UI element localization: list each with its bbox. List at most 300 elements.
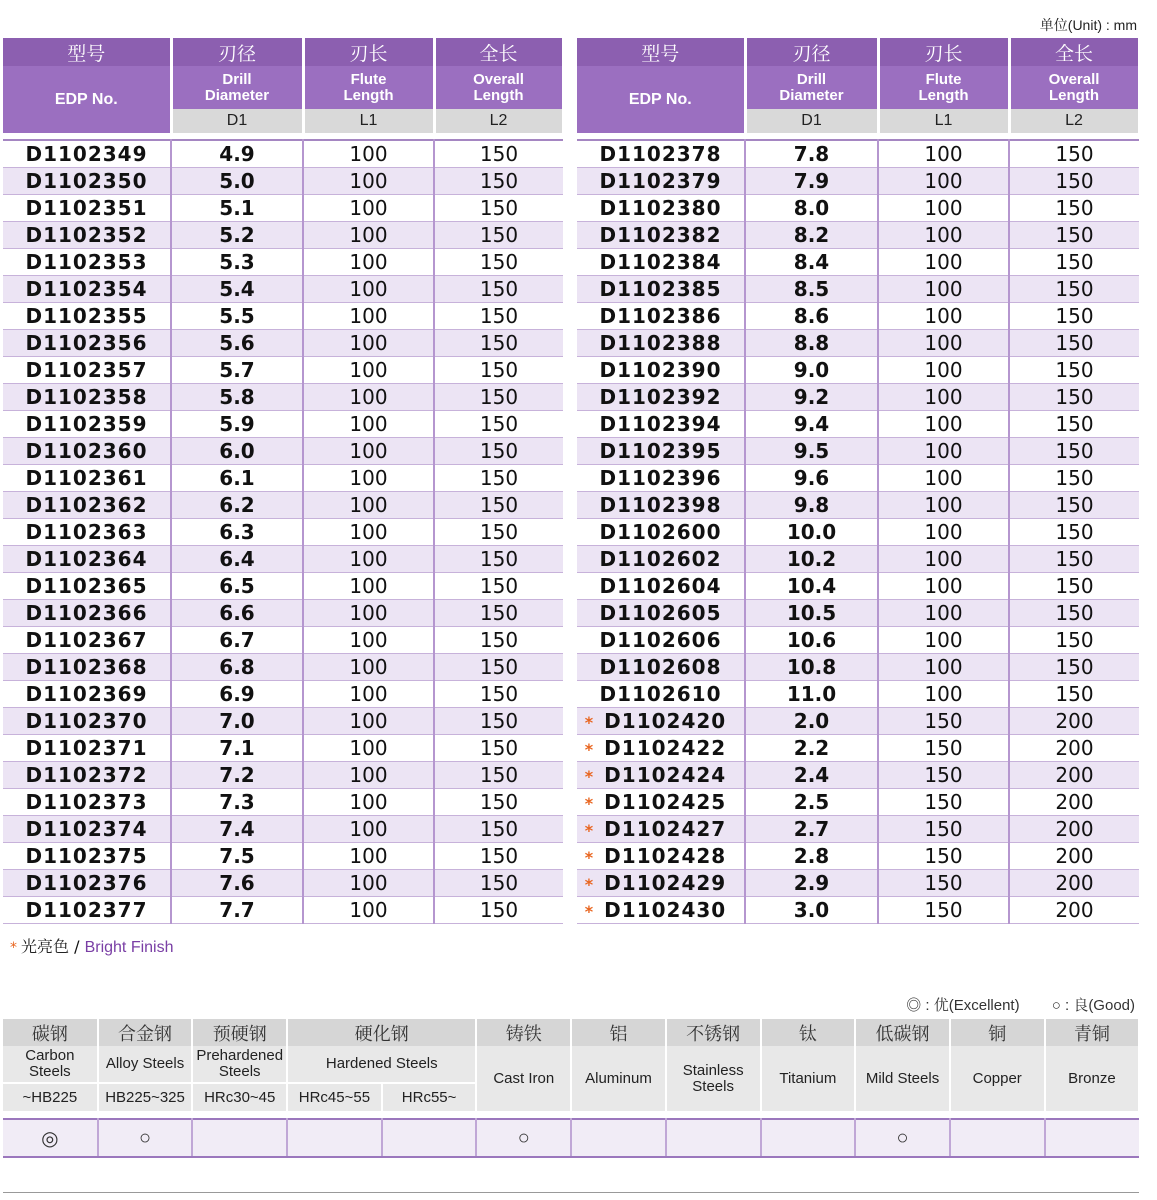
flute-length-cell: 100	[303, 356, 434, 383]
flute-length-cell: 100	[878, 599, 1009, 626]
flute-length-cell: 150	[878, 815, 1009, 842]
edp-cell	[577, 383, 745, 410]
overall-length-cell: 150	[1009, 572, 1139, 599]
table-row	[577, 815, 1139, 842]
hardness-value: HRc30~45	[192, 1083, 287, 1111]
header-edp-en: EDP No.	[3, 66, 171, 133]
edp-cell	[577, 653, 745, 680]
flute-length-cell: 100	[303, 167, 434, 194]
material-cn: 钛	[761, 1019, 856, 1046]
flute-length-cell: 100	[878, 194, 1009, 221]
overall-length-cell: 150	[1009, 383, 1139, 410]
edp-number: D1102420	[604, 708, 727, 733]
diameter-cell: 3.0	[745, 896, 878, 923]
edp-number: D1102380	[599, 195, 722, 220]
rating-cell	[1045, 1119, 1140, 1157]
overall-length-cell: 150	[1009, 653, 1139, 680]
flute-length-cell: 100	[303, 302, 434, 329]
overall-length-cell: 150	[434, 437, 563, 464]
table-row	[3, 383, 563, 410]
overall-length-cell: 150	[434, 896, 563, 923]
overall-length-cell: 150	[434, 869, 563, 896]
overall-length-cell: 150	[1009, 140, 1139, 167]
rating-excellent: ◎ : 优(Excellent)	[906, 997, 1020, 1014]
table-row	[577, 518, 1139, 545]
edp-number: D1102430	[604, 897, 727, 922]
table-row	[3, 302, 563, 329]
diameter-cell: 2.4	[745, 761, 878, 788]
overall-length-cell: 150	[1009, 329, 1139, 356]
edp-cell: D1102358	[3, 383, 171, 410]
diameter-cell: 2.8	[745, 842, 878, 869]
overall-length-cell: 150	[434, 788, 563, 815]
overall-length-cell: 150	[1009, 248, 1139, 275]
overall-length-cell: 150	[1009, 599, 1139, 626]
flute-length-cell: 100	[878, 356, 1009, 383]
legend-separator: /	[69, 937, 85, 956]
header-flute-en: Flute Length	[303, 66, 434, 109]
table-row	[577, 437, 1139, 464]
flute-length-cell: 100	[303, 437, 434, 464]
rating-good: ○ : 良(Good)	[1051, 997, 1135, 1014]
table-row	[3, 437, 563, 464]
rating-cell	[192, 1119, 287, 1157]
flute-length-cell: 100	[878, 329, 1009, 356]
overall-length-cell: 150	[434, 599, 563, 626]
header-flute-symbol: L1	[303, 109, 434, 133]
flute-length-cell: 100	[303, 896, 434, 923]
table-row	[577, 275, 1139, 302]
asterisk-icon: *	[584, 847, 595, 867]
edp-cell: D1102369	[3, 680, 171, 707]
edp-cell: D1102362	[3, 491, 171, 518]
edp-cell	[577, 707, 745, 734]
overall-length-cell: 150	[434, 734, 563, 761]
edp-cell	[577, 761, 745, 788]
edp-cell: D1102350	[3, 167, 171, 194]
table-row	[3, 545, 563, 572]
table-row	[577, 734, 1139, 761]
diameter-cell: 9.5	[745, 437, 878, 464]
table-row	[3, 653, 563, 680]
edp-cell: D1102373	[3, 788, 171, 815]
overall-length-cell: 150	[1009, 275, 1139, 302]
flute-length-cell: 100	[303, 707, 434, 734]
flute-length-cell: 100	[878, 680, 1009, 707]
diameter-cell: 9.2	[745, 383, 878, 410]
diameter-cell: 6.4	[171, 545, 303, 572]
edp-cell	[577, 626, 745, 653]
edp-cell	[577, 329, 745, 356]
finish-legend	[10, 934, 174, 957]
diameter-cell: 6.2	[171, 491, 303, 518]
table-row	[3, 518, 563, 545]
table-row	[577, 383, 1139, 410]
edp-cell: D1102356	[3, 329, 171, 356]
flute-length-cell: 100	[303, 734, 434, 761]
diameter-cell: 9.0	[745, 356, 878, 383]
edp-cell: D1102371	[3, 734, 171, 761]
diameter-cell: 7.7	[171, 896, 303, 923]
edp-cell	[577, 410, 745, 437]
overall-length-cell: 150	[1009, 545, 1139, 572]
hardness-value: ~HB225	[3, 1083, 98, 1111]
material-en: Alloy Steels	[98, 1046, 193, 1083]
flute-length-cell: 150	[878, 869, 1009, 896]
asterisk-icon: *	[584, 820, 595, 840]
diameter-cell: 8.0	[745, 194, 878, 221]
edp-number: D1102379	[599, 168, 722, 193]
edp-cell	[577, 464, 745, 491]
table-row	[577, 545, 1139, 572]
table-row	[3, 734, 563, 761]
diameter-cell: 10.2	[745, 545, 878, 572]
overall-length-cell: 150	[1009, 194, 1139, 221]
legend-cn: 光亮色	[21, 937, 70, 956]
edp-number: D1102427	[604, 816, 727, 841]
overall-length-cell: 200	[1009, 896, 1139, 923]
flute-length-cell: 100	[303, 518, 434, 545]
material-cn: 铝	[571, 1019, 666, 1046]
diameter-cell: 2.7	[745, 815, 878, 842]
flute-length-cell: 100	[303, 194, 434, 221]
material-en: Bronze	[1045, 1046, 1140, 1111]
asterisk-icon: *	[584, 712, 595, 732]
material-cn: 青铜	[1045, 1019, 1140, 1046]
flute-length-cell: 100	[303, 842, 434, 869]
flute-length-cell: 150	[878, 896, 1009, 923]
table-row	[3, 275, 563, 302]
overall-length-cell: 150	[434, 761, 563, 788]
diameter-cell: 6.5	[171, 572, 303, 599]
unit-note: 单位(Unit) : mm	[1039, 17, 1137, 33]
edp-number: D1102398	[599, 492, 722, 517]
material-cn: 不锈钢	[666, 1019, 761, 1046]
edp-number: D1102429	[604, 870, 727, 895]
overall-length-cell: 150	[434, 518, 563, 545]
rating-cell	[382, 1119, 477, 1157]
overall-length-cell: 200	[1009, 734, 1139, 761]
flute-length-cell: 150	[878, 707, 1009, 734]
table-row	[3, 194, 563, 221]
material-cn: 预硬钢	[192, 1019, 287, 1046]
overall-length-cell: 150	[434, 329, 563, 356]
header-diameter-symbol: D1	[171, 109, 303, 133]
overall-length-cell: 150	[434, 491, 563, 518]
header-overall-symbol: L2	[434, 109, 563, 133]
flute-length-cell: 100	[878, 410, 1009, 437]
flute-length-cell: 100	[303, 140, 434, 167]
flute-length-cell: 100	[878, 626, 1009, 653]
overall-length-cell: 150	[434, 383, 563, 410]
diameter-cell: 10.6	[745, 626, 878, 653]
flute-length-cell: 100	[878, 518, 1009, 545]
material-cn: 铜	[950, 1019, 1045, 1046]
table-row	[3, 491, 563, 518]
edp-number: D1102390	[599, 357, 722, 382]
rating-cell	[287, 1119, 382, 1157]
left-spec-table	[3, 38, 565, 924]
overall-length-cell: 200	[1009, 788, 1139, 815]
overall-length-cell: 150	[434, 815, 563, 842]
table-row	[3, 356, 563, 383]
edp-cell: D1102364	[3, 545, 171, 572]
table-row	[577, 680, 1139, 707]
diameter-cell: 11.0	[745, 680, 878, 707]
edp-number: D1102608	[599, 654, 722, 679]
rating-legend	[878, 994, 1135, 1015]
diameter-cell: 5.7	[171, 356, 303, 383]
overall-length-cell: 150	[434, 302, 563, 329]
rating-cell	[571, 1119, 666, 1157]
table-row	[3, 140, 563, 167]
hardness-value: HB225~325	[98, 1083, 193, 1111]
flute-length-cell: 100	[878, 383, 1009, 410]
material-en: Stainless Steels	[666, 1046, 761, 1111]
material-en: Aluminum	[571, 1046, 666, 1111]
table-row	[577, 167, 1139, 194]
edp-number: D1102424	[604, 762, 727, 787]
hardness-value: HRc45~55	[287, 1083, 382, 1111]
flute-length-cell: 100	[878, 302, 1009, 329]
material-en: Hardened Steels	[287, 1046, 476, 1083]
edp-number: D1102396	[599, 465, 722, 490]
rating-cell	[666, 1119, 761, 1157]
edp-cell	[577, 248, 745, 275]
edp-cell	[577, 545, 745, 572]
overall-length-cell: 150	[434, 410, 563, 437]
edp-cell	[577, 869, 745, 896]
overall-length-cell: 150	[434, 572, 563, 599]
table-row	[3, 329, 563, 356]
table-row	[3, 410, 563, 437]
overall-length-cell: 150	[434, 464, 563, 491]
table-row	[577, 788, 1139, 815]
edp-cell	[577, 815, 745, 842]
flute-length-cell: 150	[878, 788, 1009, 815]
edp-cell	[577, 734, 745, 761]
overall-length-cell: 200	[1009, 761, 1139, 788]
flute-length-cell: 100	[878, 545, 1009, 572]
overall-length-cell: 150	[434, 707, 563, 734]
diameter-cell: 9.4	[745, 410, 878, 437]
edp-cell: D1102361	[3, 464, 171, 491]
right-spec-table	[577, 38, 1141, 924]
overall-length-cell: 200	[1009, 842, 1139, 869]
edp-cell: D1102349	[3, 140, 171, 167]
edp-cell	[577, 680, 745, 707]
diameter-cell: 9.8	[745, 491, 878, 518]
edp-cell: D1102359	[3, 410, 171, 437]
flute-length-cell: 150	[878, 761, 1009, 788]
overall-length-cell: 150	[1009, 167, 1139, 194]
diameter-cell: 5.9	[171, 410, 303, 437]
flute-length-cell: 100	[303, 599, 434, 626]
overall-length-cell: 150	[434, 356, 563, 383]
rating-cell: ○	[476, 1119, 571, 1157]
flute-length-cell: 100	[303, 653, 434, 680]
diameter-cell: 5.0	[171, 167, 303, 194]
flute-length-cell: 100	[878, 275, 1009, 302]
diameter-cell: 8.2	[745, 221, 878, 248]
material-cn: 碳钢	[3, 1019, 98, 1046]
diameter-cell: 7.6	[171, 869, 303, 896]
edp-cell: D1102352	[3, 221, 171, 248]
overall-length-cell: 200	[1009, 707, 1139, 734]
header-flute-cn: 刃长	[878, 38, 1009, 66]
edp-cell: D1102360	[3, 437, 171, 464]
overall-length-cell: 150	[434, 275, 563, 302]
table-row	[577, 302, 1139, 329]
overall-length-cell: 150	[1009, 302, 1139, 329]
edp-cell	[577, 518, 745, 545]
flute-length-cell: 100	[303, 383, 434, 410]
overall-length-cell: 150	[1009, 518, 1139, 545]
header-flute-en: Flute Length	[878, 66, 1009, 109]
flute-length-cell: 150	[878, 734, 1009, 761]
table-row	[577, 140, 1139, 167]
header-edp-cn: 型号	[577, 38, 745, 66]
flute-length-cell: 100	[878, 437, 1009, 464]
material-cn: 合金钢	[98, 1019, 193, 1046]
table-row	[577, 626, 1139, 653]
overall-length-cell: 150	[434, 221, 563, 248]
table-row	[3, 788, 563, 815]
material-cn: 铸铁	[476, 1019, 571, 1046]
edp-number: D1102604	[599, 573, 722, 598]
edp-number: D1102606	[599, 627, 722, 652]
diameter-cell: 6.0	[171, 437, 303, 464]
table-row	[3, 680, 563, 707]
edp-number: D1102386	[599, 303, 722, 328]
table-row	[3, 572, 563, 599]
flute-length-cell: 100	[303, 491, 434, 518]
table-row	[3, 896, 563, 923]
overall-length-cell: 150	[434, 167, 563, 194]
table-row	[3, 626, 563, 653]
table-row	[577, 464, 1139, 491]
edp-cell: D1102372	[3, 761, 171, 788]
flute-length-cell: 100	[303, 788, 434, 815]
header-overall-cn: 全长	[434, 38, 563, 66]
flute-length-cell: 100	[303, 869, 434, 896]
table-row	[3, 761, 563, 788]
flute-length-cell: 100	[878, 140, 1009, 167]
asterisk-icon: *	[584, 874, 595, 894]
edp-cell: D1102354	[3, 275, 171, 302]
header-edp-en: EDP No.	[577, 66, 745, 133]
table-row	[3, 842, 563, 869]
edp-cell	[577, 437, 745, 464]
flute-length-cell: 100	[878, 167, 1009, 194]
table-row	[577, 248, 1139, 275]
material-cn: 低碳钢	[855, 1019, 950, 1046]
diameter-cell: 7.9	[745, 167, 878, 194]
flute-length-cell: 100	[303, 626, 434, 653]
table-row	[577, 761, 1139, 788]
flute-length-cell: 100	[303, 680, 434, 707]
edp-cell	[577, 896, 745, 923]
edp-number: D1102395	[599, 438, 722, 463]
edp-cell	[577, 599, 745, 626]
edp-cell	[577, 572, 745, 599]
edp-cell: D1102357	[3, 356, 171, 383]
table-row	[577, 896, 1139, 923]
edp-cell	[577, 221, 745, 248]
table-row	[3, 869, 563, 896]
hardness-value: HRc55~	[382, 1083, 477, 1111]
header-overall-symbol: L2	[1009, 109, 1139, 133]
diameter-cell: 6.1	[171, 464, 303, 491]
diameter-cell: 10.4	[745, 572, 878, 599]
edp-number: D1102388	[599, 330, 722, 355]
edp-number: D1102425	[604, 789, 727, 814]
material-en: Titanium	[761, 1046, 856, 1111]
diameter-cell: 5.3	[171, 248, 303, 275]
edp-number: D1102392	[599, 384, 722, 409]
table-row	[3, 221, 563, 248]
diameter-cell: 7.1	[171, 734, 303, 761]
edp-number: D1102605	[599, 600, 722, 625]
header-diameter-cn: 刃径	[171, 38, 303, 66]
edp-cell: D1102353	[3, 248, 171, 275]
edp-number: D1102382	[599, 222, 722, 247]
diameter-cell: 6.8	[171, 653, 303, 680]
material-table	[3, 1019, 1140, 1158]
flute-length-cell: 100	[303, 248, 434, 275]
overall-length-cell: 150	[434, 194, 563, 221]
overall-length-cell: 200	[1009, 815, 1139, 842]
diameter-cell: 6.9	[171, 680, 303, 707]
header-flute-cn: 刃长	[303, 38, 434, 66]
overall-length-cell: 150	[1009, 464, 1139, 491]
overall-length-cell: 150	[434, 680, 563, 707]
edp-cell	[577, 356, 745, 383]
table-row	[3, 599, 563, 626]
table-row	[577, 410, 1139, 437]
flute-length-cell: 100	[303, 410, 434, 437]
material-en: Prehardened Steels	[192, 1046, 287, 1083]
diameter-cell: 5.1	[171, 194, 303, 221]
header-diameter-cn: 刃径	[745, 38, 878, 66]
header-diameter-en: Drill Diameter	[745, 66, 878, 109]
rating-cell: ◎	[3, 1119, 98, 1157]
diameter-cell: 8.4	[745, 248, 878, 275]
table-row	[3, 248, 563, 275]
diameter-cell: 7.0	[171, 707, 303, 734]
edp-cell: D1102377	[3, 896, 171, 923]
flute-length-cell: 100	[303, 815, 434, 842]
edp-number: D1102602	[599, 546, 722, 571]
diameter-cell: 6.7	[171, 626, 303, 653]
diameter-cell: 8.5	[745, 275, 878, 302]
flute-length-cell: 100	[303, 464, 434, 491]
edp-number: D1102378	[599, 141, 722, 166]
table-row	[577, 329, 1139, 356]
edp-cell	[577, 491, 745, 518]
edp-cell	[577, 842, 745, 869]
asterisk-icon: *	[10, 940, 17, 956]
overall-length-cell: 150	[434, 653, 563, 680]
rating-cell: ○	[98, 1119, 193, 1157]
edp-cell: D1102366	[3, 599, 171, 626]
diameter-cell: 7.3	[171, 788, 303, 815]
flute-length-cell: 100	[878, 221, 1009, 248]
edp-number: D1102422	[604, 735, 727, 760]
asterisk-icon: *	[584, 766, 595, 786]
diameter-cell: 7.5	[171, 842, 303, 869]
diameter-cell: 5.5	[171, 302, 303, 329]
